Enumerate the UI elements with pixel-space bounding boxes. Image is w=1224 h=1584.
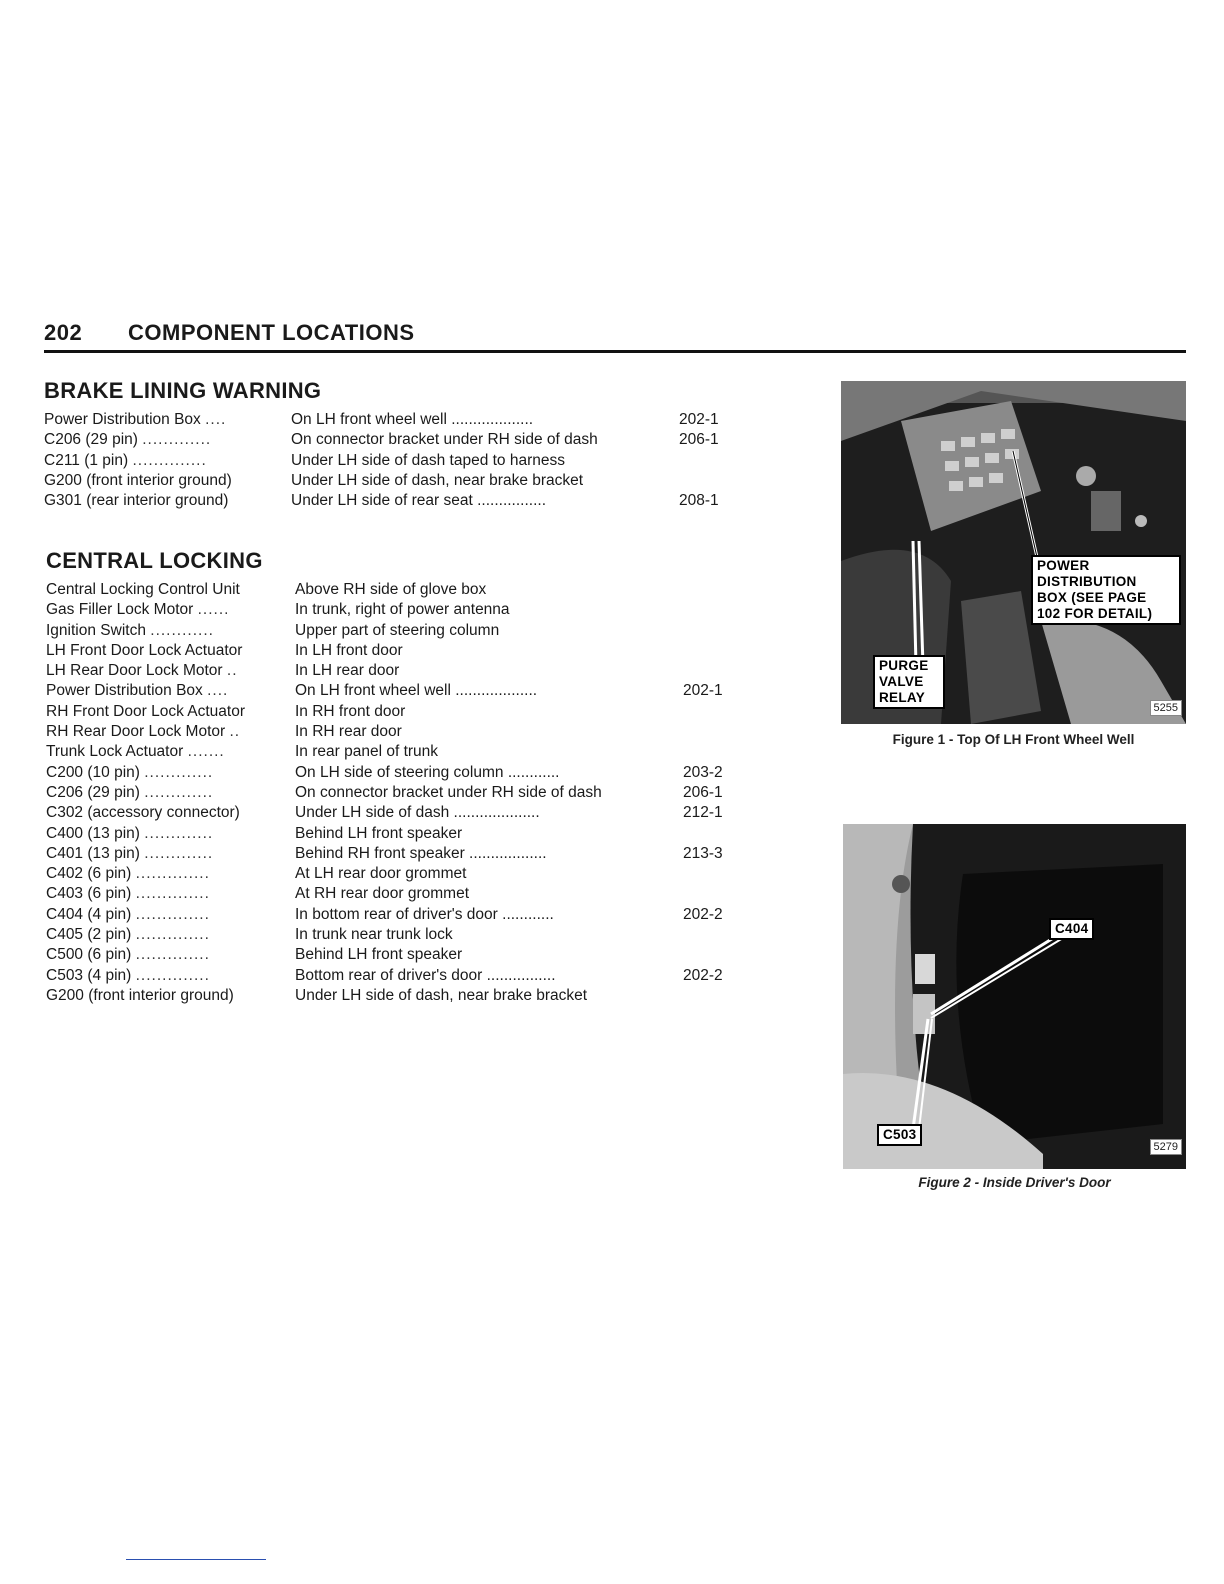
location-label: Behind LH front speaker: [295, 824, 463, 842]
component-location: [295, 925, 679, 945]
fig2-photo-illustration: [843, 824, 1186, 1169]
location-label: On connector bracket under RH side of dash: [291, 431, 598, 449]
page-title: COMPONENT LOCATIONS: [128, 320, 415, 345]
component-location: [291, 410, 675, 430]
component-name: [46, 681, 292, 701]
leader-dots: ..............: [135, 966, 210, 984]
component-location: [295, 824, 679, 844]
location-label: Above RH side of glove box: [295, 581, 487, 598]
leader-dots: .............: [144, 763, 214, 781]
figure-reference: 203-2: [683, 763, 723, 781]
table-row: [46, 925, 453, 945]
table-row: [46, 783, 723, 803]
figure-1-caption: Figure 1 - Top Of LH Front Wheel Well: [892, 732, 1135, 747]
table-row: [46, 722, 402, 742]
table-row: [46, 742, 439, 762]
leader-dots: ..............: [135, 946, 210, 964]
section-title: BRAKE LINING WARNING: [44, 378, 322, 403]
component-name: [46, 641, 292, 661]
figure-1-photo: [841, 381, 1186, 724]
location-label: On LH side of steering column: [295, 763, 504, 781]
component-location: [295, 864, 679, 884]
location-label: In bottom rear of driver's door: [295, 905, 498, 923]
component-location: [291, 451, 675, 471]
component-label: C403 (6 pin): [46, 885, 132, 903]
photo-number: 5255: [1150, 700, 1182, 716]
callout-line: DISTRIBUTION: [1037, 574, 1137, 589]
component-location: [295, 986, 679, 1006]
table-row: [46, 702, 406, 722]
table-row: [46, 641, 403, 661]
leader-dots: ..: [229, 723, 241, 741]
location-label: At RH rear door grommet: [295, 885, 469, 903]
component-location: [295, 966, 679, 986]
location-label: On LH front wheel well: [291, 411, 447, 428]
location-label: Under LH side of dash: [295, 804, 450, 822]
component-label: C402 (6 pin): [46, 865, 132, 883]
callout-c404: C404: [1049, 918, 1094, 940]
table-row: [46, 884, 469, 904]
component-label: C401 (13 pin): [46, 844, 140, 862]
component-name: [46, 945, 292, 965]
leader-dots: ............: [502, 905, 554, 923]
figure-reference: 202-2: [683, 905, 723, 923]
component-label: RH Front Door Lock Actuator: [46, 702, 245, 720]
location-label: In RH front door: [295, 702, 406, 720]
figure-reference: 202-1: [679, 411, 719, 428]
leader-dots: ..............: [135, 885, 210, 903]
component-name: [46, 905, 292, 925]
component-name: [46, 742, 292, 762]
section-brake-lining-warning: [44, 378, 719, 511]
leader-dots: ................: [477, 492, 547, 510]
leader-dots: .............: [144, 783, 214, 801]
component-label: Central Locking Control Unit: [46, 581, 240, 598]
location-label: Upper part of steering column: [295, 621, 500, 639]
callout-power-distribution-box: [1031, 555, 1181, 625]
component-location: [291, 471, 675, 491]
location-label: At LH rear door grommet: [295, 865, 467, 883]
component-location: [295, 661, 679, 681]
component-location: [295, 702, 679, 722]
component-location: [295, 681, 679, 701]
table-row: [46, 905, 723, 925]
leader-dots: ...................: [451, 411, 534, 428]
component-name: [46, 783, 292, 803]
component-label: G200 (front interior ground): [46, 986, 234, 1004]
table-row: [46, 966, 723, 986]
table-row: [46, 986, 588, 1006]
table-row: [44, 491, 719, 511]
table-row: [44, 451, 566, 471]
component-location: [295, 803, 679, 823]
footnote-rule: [126, 1559, 266, 1560]
figure-reference: 202-2: [683, 966, 723, 984]
component-name: [44, 430, 290, 450]
component-label: Trunk Lock Actuator: [46, 743, 184, 761]
leader-dots: ....................: [453, 804, 540, 822]
component-label: Gas Filler Lock Motor: [46, 601, 194, 619]
leader-dots: ....: [205, 411, 227, 428]
leader-dots: ..............: [135, 926, 210, 944]
component-name: [46, 763, 292, 783]
table-row: [46, 803, 723, 823]
component-name: [46, 600, 292, 620]
component-location: [295, 844, 679, 864]
leader-dots: ............: [507, 763, 560, 781]
location-label: Under LH side of rear seat: [291, 492, 473, 510]
component-name: [46, 621, 292, 641]
component-label: G301 (rear interior ground): [44, 492, 229, 510]
leader-dots: ..................: [469, 844, 547, 862]
location-label: Behind LH front speaker: [295, 946, 463, 964]
location-label: On connector bracket under RH side of dash: [295, 783, 602, 801]
component-label: RH Rear Door Lock Motor: [46, 723, 226, 741]
location-label: Under LH side of dash taped to harness: [291, 451, 566, 469]
component-name: [46, 925, 292, 945]
figure-reference: 213-3: [683, 844, 723, 862]
callout-line: VALVE: [879, 674, 924, 689]
location-label: Bottom rear of driver's door: [295, 966, 483, 984]
component-name: [44, 410, 290, 430]
figure-reference: 202-1: [683, 682, 723, 700]
component-name: [46, 661, 292, 681]
location-label: In LH rear door: [295, 662, 400, 680]
photo-number: 5279: [1150, 1139, 1182, 1155]
callout-line: 102 FOR DETAIL): [1037, 606, 1153, 621]
leader-dots: ................: [486, 966, 556, 984]
page-header: [44, 318, 1186, 353]
component-location: [295, 600, 679, 620]
component-location: [295, 945, 679, 965]
figure-2-caption: Figure 2 - Inside Driver's Door: [918, 1175, 1111, 1190]
component-label: C302 (accessory connector): [46, 804, 240, 822]
component-label: LH Rear Door Lock Motor: [46, 662, 223, 680]
table-row: [44, 430, 719, 450]
component-location: [295, 722, 679, 742]
callout-line: RELAY: [879, 690, 926, 705]
table-row: [46, 763, 723, 783]
component-label: Ignition Switch: [46, 621, 146, 639]
location-label: In trunk, right of power antenna: [295, 601, 510, 619]
table-row: [44, 471, 584, 491]
component-label: C400 (13 pin): [46, 824, 140, 842]
component-label: Power Distribution Box: [46, 682, 203, 700]
component-location: [295, 580, 679, 600]
table-row: [46, 661, 400, 681]
location-label: In rear panel of trunk: [295, 743, 439, 761]
figure-2-photo: [843, 824, 1186, 1169]
table-row: [46, 824, 463, 844]
leader-dots: ..: [226, 662, 238, 680]
location-label: In trunk near trunk lock: [295, 926, 453, 944]
callout-c503: C503: [877, 1124, 922, 1146]
leader-dots: ..............: [132, 451, 207, 469]
callout-purge-valve-relay: [873, 655, 945, 709]
component-label: C206 (29 pin): [46, 783, 140, 801]
component-name: [46, 966, 292, 986]
figure-reference: 206-1: [679, 431, 719, 449]
figure-reference: 206-1: [683, 783, 723, 801]
component-name: [46, 884, 292, 904]
component-label: C405 (2 pin): [46, 926, 132, 944]
callout-line: POWER: [1037, 558, 1090, 573]
component-name: [44, 471, 290, 491]
table-row: [46, 580, 487, 600]
component-label: C503 (4 pin): [46, 966, 132, 984]
component-name: [46, 986, 292, 1006]
callout-line: BOX (SEE PAGE: [1037, 590, 1147, 605]
leader-dots: .......: [187, 743, 225, 761]
leader-dots: ..............: [135, 865, 210, 883]
component-location: [295, 621, 679, 641]
component-name: [46, 824, 292, 844]
component-label: C206 (29 pin): [44, 431, 138, 449]
component-location: [295, 905, 679, 925]
leader-dots: .............: [144, 844, 214, 862]
component-name: [44, 451, 290, 471]
component-name: [46, 803, 292, 823]
component-list: [44, 410, 719, 511]
table-row: [46, 621, 500, 641]
component-name: [46, 580, 292, 600]
location-label: On LH front wheel well: [295, 682, 451, 700]
leader-dots: ...................: [455, 682, 538, 700]
leader-dots: ............: [150, 621, 214, 639]
component-name: [46, 864, 292, 884]
section-title: CENTRAL LOCKING: [46, 548, 263, 573]
component-label: C211 (1 pin): [44, 451, 129, 469]
location-label: Under LH side of dash, near brake bracket: [291, 471, 584, 489]
component-name: [46, 844, 292, 864]
location-label: In RH rear door: [295, 723, 402, 741]
table-row: [46, 600, 510, 620]
location-label: Under LH side of dash, near brake bracket: [295, 986, 588, 1004]
leader-dots: ..............: [135, 905, 210, 923]
component-label: G200 (front interior ground): [44, 471, 232, 489]
leader-dots: ......: [197, 601, 230, 619]
leader-dots: .............: [142, 431, 212, 449]
figure-reference: 212-1: [683, 804, 723, 822]
component-name: [46, 702, 292, 722]
component-location: [291, 491, 675, 511]
section-central-locking: [46, 548, 723, 1006]
component-list: [46, 580, 723, 1006]
component-label: C200 (10 pin): [46, 763, 140, 781]
table-row: [46, 844, 723, 864]
leader-dots: .............: [144, 824, 214, 842]
component-location: [295, 763, 679, 783]
component-location: [295, 884, 679, 904]
page-number: 202: [44, 320, 83, 345]
figure-reference: 208-1: [679, 492, 719, 510]
component-location: [295, 742, 679, 762]
component-label: C404 (4 pin): [46, 905, 132, 923]
location-label: Behind RH front speaker: [295, 844, 465, 862]
component-label: C500 (6 pin): [46, 946, 132, 964]
location-label: In LH front door: [295, 641, 403, 659]
component-label: Power Distribution Box: [44, 411, 201, 428]
component-name: [46, 722, 292, 742]
component-location: [291, 430, 675, 450]
component-location: [295, 783, 679, 803]
table-row: [44, 410, 719, 430]
table-row: [46, 864, 467, 884]
callout-line: PURGE: [879, 658, 929, 673]
table-row: [46, 681, 723, 701]
component-label: LH Front Door Lock Actuator: [46, 641, 243, 659]
component-name: [44, 491, 290, 511]
leader-dots: ....: [207, 682, 229, 700]
table-row: [46, 945, 463, 965]
component-location: [295, 641, 679, 661]
